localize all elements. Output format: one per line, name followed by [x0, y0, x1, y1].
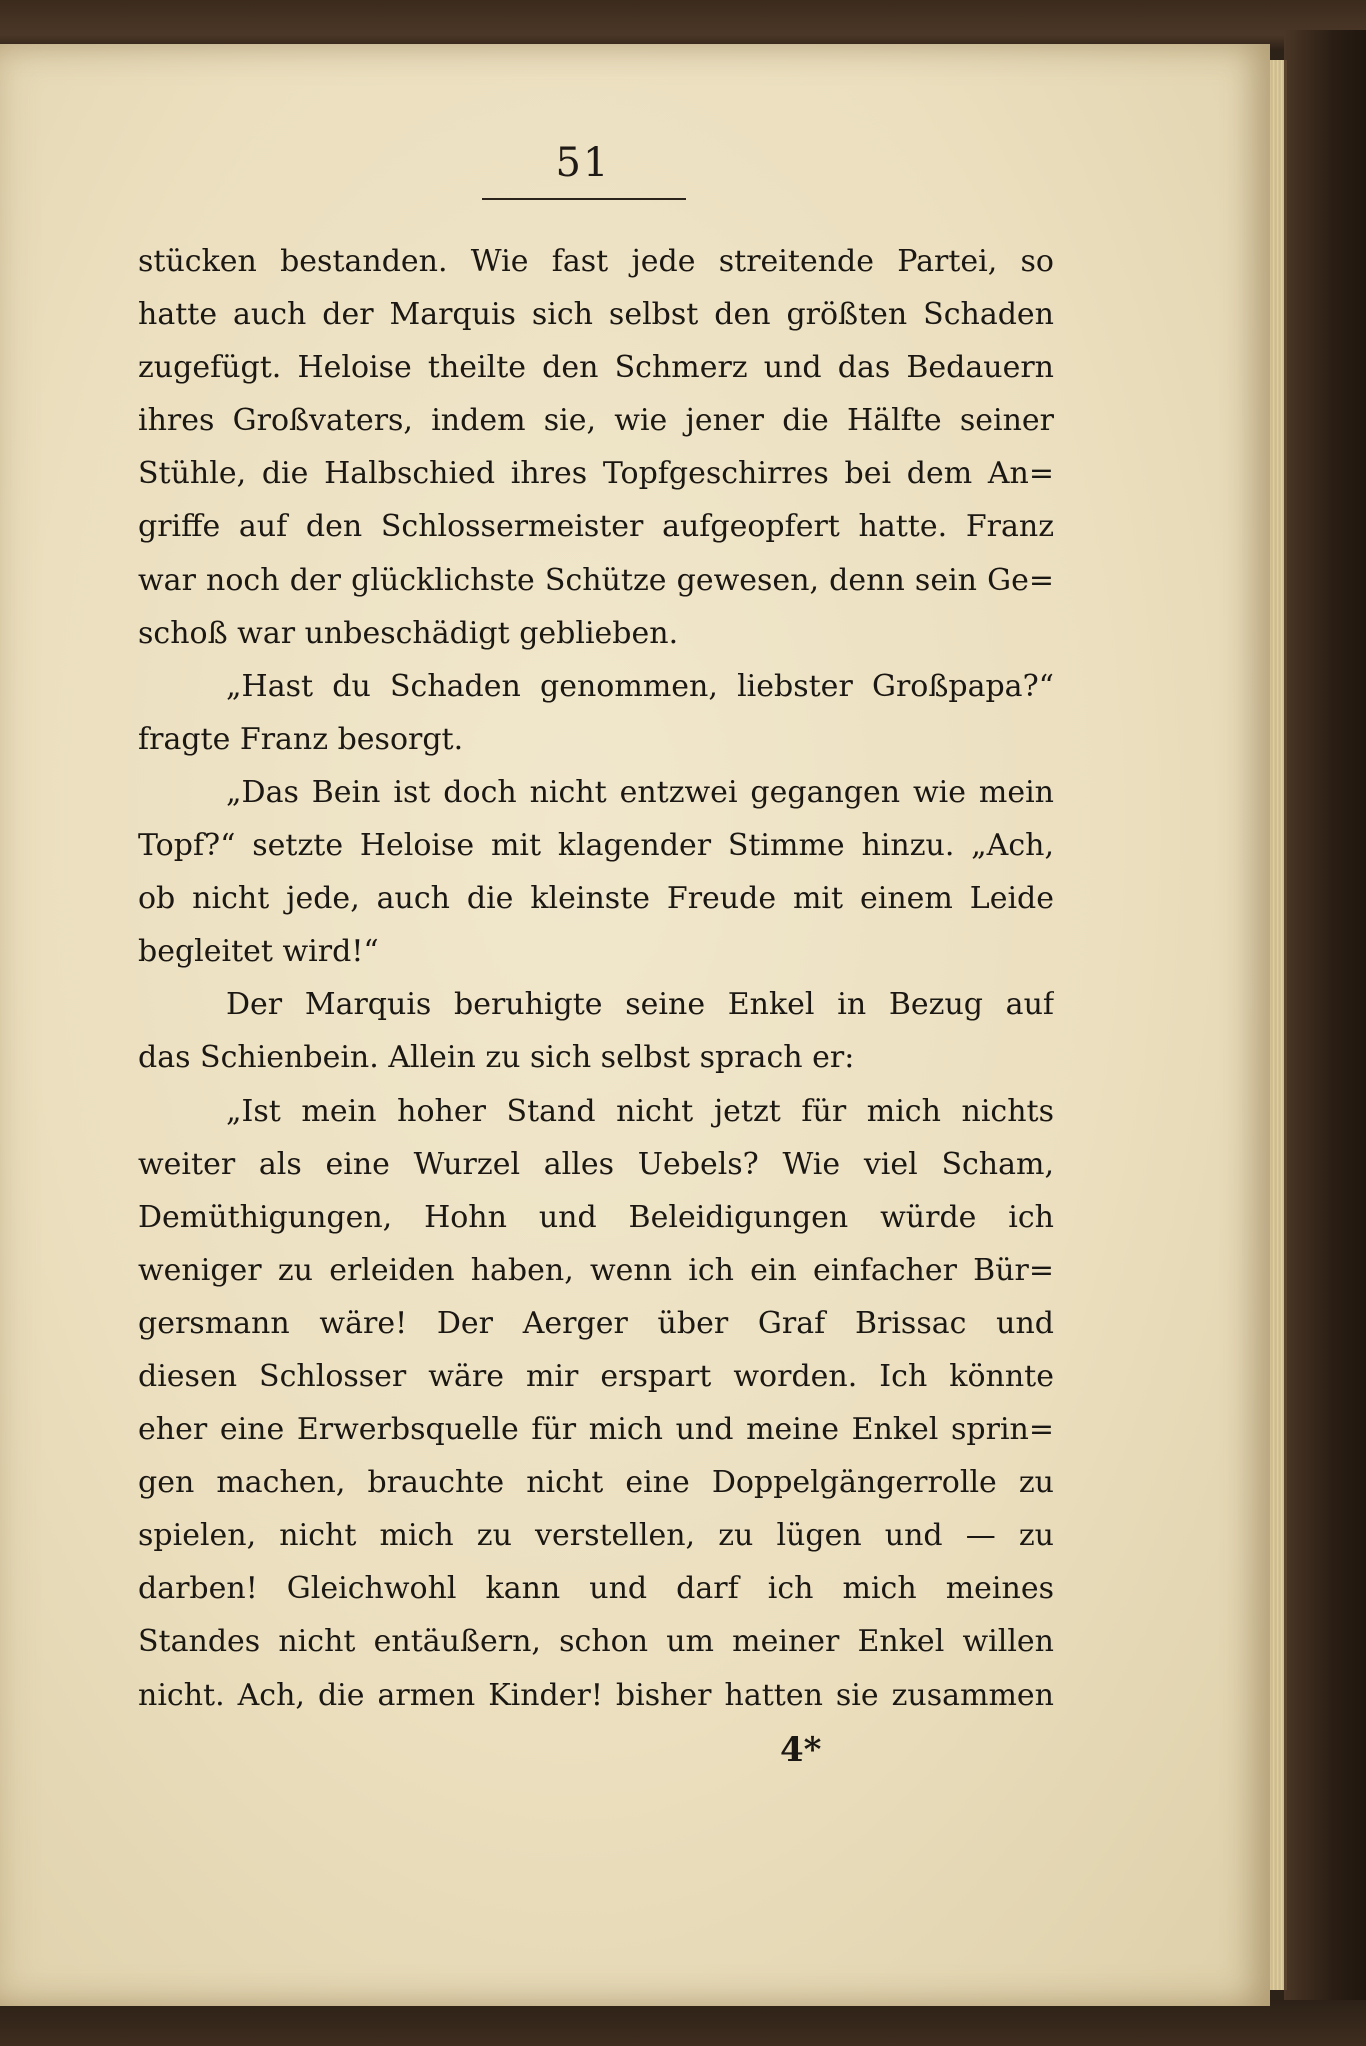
book-cover-bottom [0, 2000, 1366, 2046]
text-line: griffe auf den Schlossermeister aufgeopfert hatte. Franz [138, 509, 1054, 545]
text-line: weiter als eine Wurzel alles Uebels? Wie viel Scham, [138, 1146, 1054, 1182]
text-line: „Ist mein hoher Stand nicht jetzt für mich nichts [226, 1093, 1054, 1129]
text-line: diesen Schlosser wäre mir erspart worden. Ich könnte [138, 1358, 1054, 1394]
text-line: gersmann wäre! Der Aerger über Graf Brissac und [138, 1305, 1054, 1341]
text-line: weniger zu erleiden haben, wenn ich ein einfacher Bür= [138, 1252, 1054, 1288]
text-line: Stühle, die Halbschied ihres Topfgeschirres bei dem An= [138, 456, 1054, 492]
text-line: begleitet wird!“ [138, 934, 379, 970]
text-line: schoß war unbeschädigt geblieben. [138, 615, 679, 651]
text-line: Demüthigungen, Hohn und Beleidigungen würde ich [138, 1199, 1054, 1235]
page-number-rule [482, 198, 686, 200]
text-line: stücken bestanden. Wie fast jede streitende Partei, so [138, 244, 1054, 279]
page-number: 51 [555, 140, 611, 186]
text-line: fragte Franz besorgt. [138, 721, 464, 757]
text-line: nicht. Ach, die armen Kinder! bisher hatten sie zusammen [138, 1677, 1054, 1713]
text-line: das Schienbein. Allein zu sich selbst sprach er: [138, 1040, 855, 1076]
text-line: gen machen, brauchte nicht eine Doppelgängerrolle zu [138, 1465, 1054, 1501]
printer-signature: 4* [780, 1730, 822, 1770]
text-line: spielen, nicht mich zu verstellen, zu lügen und — zu [138, 1518, 1054, 1554]
text-line: zugefügt. Heloise theilte den Schmerz und das Bedauern [138, 350, 1054, 386]
text-line: eher eine Erwerbsquelle für mich und meine Enkel sprin= [138, 1412, 1054, 1448]
book-cover-top [0, 0, 1366, 50]
text-line: ob nicht jede, auch die kleinste Freude mit einem Leide [138, 881, 1054, 917]
text-line: „Hast du Schaden genommen, liebster Großpapa?“ [226, 668, 1054, 704]
text-line: darben! Gleichwohl kann und darf ich mich meines [138, 1571, 1054, 1607]
text-line: Der Marquis beruhigte seine Enkel in Bezug auf [226, 987, 1054, 1023]
text-line: „Das Bein ist doch nicht entzwei gegangen wie mein [226, 774, 1054, 810]
text-line: hatte auch der Marquis sich selbst den größten Schaden [138, 297, 1054, 333]
text-line: war noch der glücklichste Schütze gewesen, denn sein Ge= [138, 562, 1054, 598]
text-line: Standes nicht entäußern, schon um meiner Enkel willen [138, 1624, 1054, 1660]
body-text [138, 235, 1054, 1722]
text-line: Topf?“ setzte Heloise mit klagender Stimme hinzu. „Ach, [138, 828, 1054, 864]
book-cover-right [1284, 30, 1366, 2020]
text-line: ihres Großvaters, indem sie, wie jener die Hälfte seiner [138, 403, 1054, 439]
